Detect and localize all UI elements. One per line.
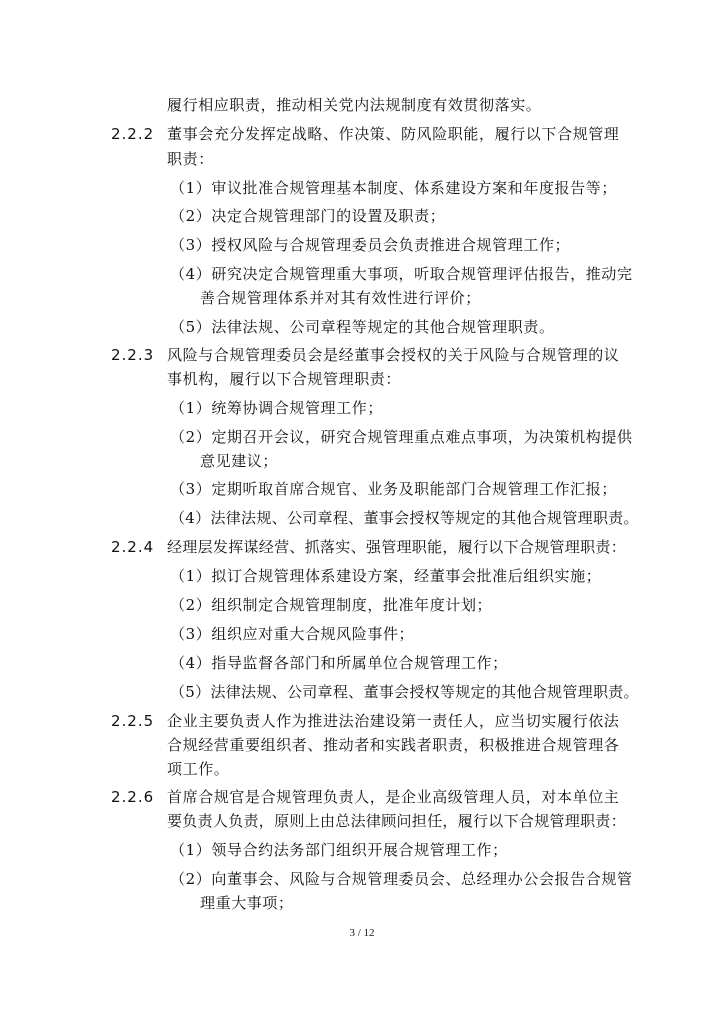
list-item: （4）法律法规、公司章程、董事会授权等规定的其他合规管理职责。 [170, 509, 639, 527]
list-item: （4）研究决定合规管理重大事项，听取合规管理评估报告，推动完 [170, 265, 633, 283]
section-text: 要负责人负责，原则上由总法律顾问担任，履行以下合规管理职责： [167, 812, 627, 830]
section-text: 董事会充分发挥定战略、作决策、防风险职能，履行以下合规管理 [167, 125, 620, 143]
page-number: 3 / 12 [349, 927, 375, 939]
section-text: 职责： [167, 150, 214, 168]
section-number: 2.2.4 [111, 538, 155, 556]
section-number: 2.2.5 [111, 712, 155, 730]
list-item: （5）法律法规、公司章程等规定的其他合规管理职责。 [170, 318, 555, 336]
list-item: （1）统筹协调合规管理工作； [170, 399, 383, 417]
section-text: 事机构，履行以下合规管理职责： [167, 370, 402, 388]
list-item: （4）指导监督各部门和所属单位合规管理工作； [170, 654, 508, 672]
list-item: （2）向董事会、风险与合规管理委员会、总经理办公会报告合规管 [170, 870, 633, 888]
list-item: （3）授权风险与合规管理委员会负责推进合规管理工作； [170, 236, 571, 254]
list-item-continuation: 意见建议； [200, 452, 279, 470]
section-text: 经理层发挥谋经营、抓落实、强管理职能，履行以下合规管理职责： [167, 538, 627, 556]
list-item: （5）法律法规、公司章程、董事会授权等规定的其他合规管理职责。 [170, 683, 639, 701]
section-text: 合规经营重要组织者、推动者和实践者职责，积极推进合规管理各 [167, 736, 620, 754]
list-item: （3）组织应对重大合规风险事件； [170, 625, 415, 643]
section-number: 2.2.3 [111, 346, 155, 364]
intro-line: 履行相应职责，推动相关党内法规制度有效贯彻落实。 [167, 96, 542, 114]
list-item: （2）组织制定合规管理制度，批准年度计划； [170, 596, 493, 614]
list-item: （1）拟订合规管理体系建设方案，经董事会批准后组织实施； [170, 567, 602, 585]
list-item: （1）领导合约法务部门组织开展合规管理工作； [170, 841, 508, 859]
list-item: （3）定期听取首席合规官、业务及职能部门合规管理工作汇报； [170, 480, 617, 498]
list-item: （2）定期召开会议，研究合规管理重点难点事项，为决策机构提供 [170, 428, 633, 446]
section-text: 首席合规官是合规管理负责人，是企业高级管理人员，对本单位主 [167, 788, 620, 806]
list-item: （1）审议批准合规管理基本制度、体系建设方案和年度报告等； [170, 179, 617, 197]
section-text: 项工作。 [167, 760, 230, 778]
list-item-continuation: 善合规管理体系并对其有效性进行评价； [200, 289, 481, 307]
section-text: 风险与合规管理委员会是经董事会授权的关于风险与合规管理的议 [167, 346, 620, 364]
list-item-continuation: 理重大事项； [200, 894, 294, 912]
section-text: 企业主要负责人作为推进法治建设第一责任人，应当切实履行依法 [167, 712, 620, 730]
section-number: 2.2.2 [111, 125, 155, 143]
section-number: 2.2.6 [111, 788, 155, 806]
list-item: （2）决定合规管理部门的设置及职责； [170, 207, 446, 225]
